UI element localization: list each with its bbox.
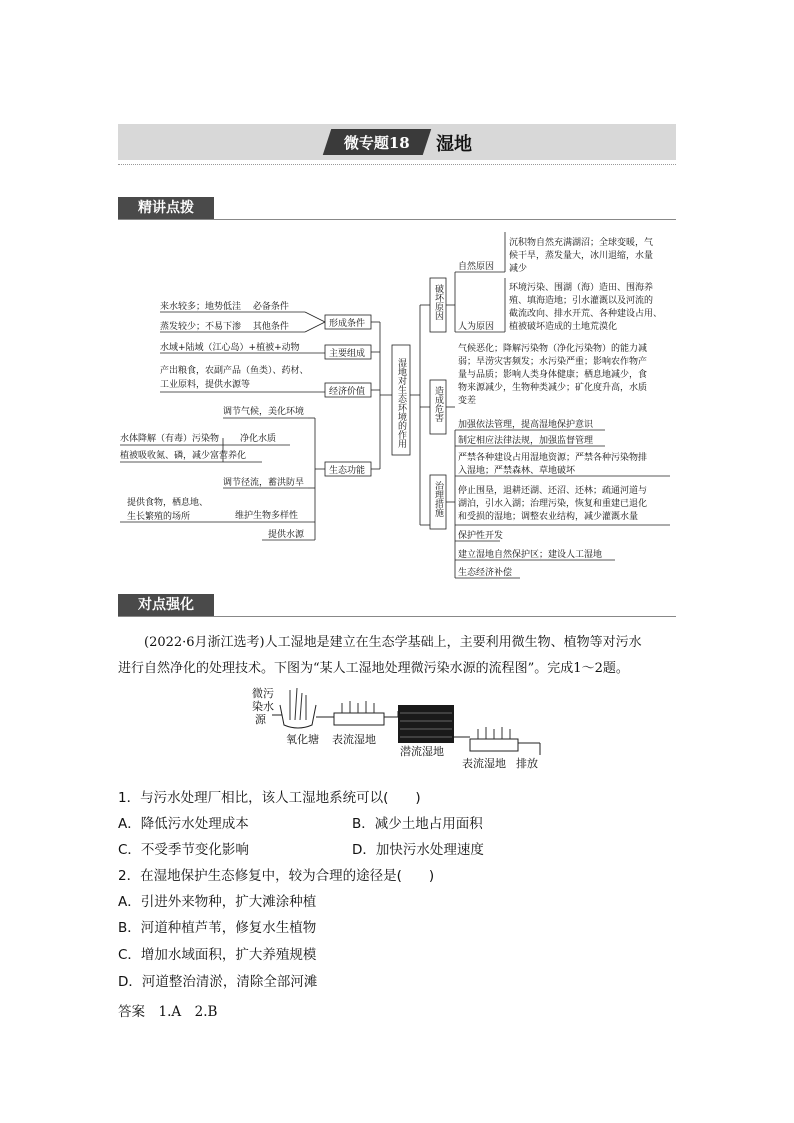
q1-option-c: C．不受季节变化影响	[118, 842, 249, 858]
renwei-text-4: 植被破坏造成的土地荒漠化	[509, 322, 618, 332]
shengtai-item-1: 调节气候，美化环境	[223, 407, 305, 417]
ziran-label: 自然原因	[458, 262, 495, 272]
q2-option-d: D．河道整治清淤，清除全部河滩	[118, 974, 318, 990]
question-2: 2．在湿地保护生态修复中，较为合理的途径是( )	[118, 868, 435, 884]
xingcheng-item-2: 蒸发较少；不易下渗 其他条件	[160, 322, 289, 332]
flow-source-3: 源	[255, 713, 266, 726]
renwei-label: 人为原因	[458, 322, 495, 332]
flow-discharge: 排放	[516, 757, 538, 770]
box-xingcheng: 形成条件	[329, 319, 366, 329]
flow-surface-wetland-1: 表流湿地	[332, 733, 376, 746]
xingcheng-item-1: 来水较多；地势低洼 必备条件	[160, 302, 289, 312]
flow-source-1: 微污	[252, 687, 274, 700]
weihai-text-4: 物来源减少，生物种类减少；矿化度升高，水质	[458, 383, 648, 393]
zhuyao-item: 水域+陆域（江心岛）+植被+动物	[160, 343, 300, 353]
weihai-text-5: 变差	[458, 396, 477, 406]
zhili-item-8: 保护性开发	[458, 531, 504, 541]
shengtai-item-3: 水体降解（有毒）污染物	[120, 434, 220, 444]
header-rule	[118, 160, 676, 165]
shengtai-item-2: 净化水质	[240, 434, 277, 444]
section-heading-2	[118, 594, 676, 616]
center-label: 湿地对生态环境的作用	[396, 358, 406, 448]
question-1: 1．与污水处理厂相比，该人工湿地系统可以( )	[118, 790, 421, 806]
box-zhili: 治理措施	[433, 481, 443, 517]
ziran-text-2: 候干旱，蒸发量大，冰川退缩，水量	[509, 251, 654, 261]
renwei-text-3: 截流改向、排水开荒、各种建设占用、	[509, 309, 663, 319]
q2-option-c: C．增加水域面积，扩大养殖规模	[118, 947, 317, 963]
zhili-item-6: 湖泊，引水入湖；治理污染，恢复和重建已退化	[458, 499, 648, 509]
section-heading-1	[118, 197, 676, 219]
box-pohuai: 破坏原因	[433, 284, 443, 320]
shengtai-item-9: 提供水源	[268, 530, 305, 540]
mind-map	[0, 225, 794, 585]
zhili-item-9: 建立湿地自然保护区；建设人工湿地	[458, 550, 603, 560]
shengtai-item-8: 生长繁殖的场所	[127, 512, 191, 522]
renwei-text-1: 环境污染、围湖（海）造田、围海养	[509, 283, 654, 293]
shengtai-item-4: 植被吸收氮、磷，减少富营养化	[120, 451, 247, 461]
zhili-item-4: 入湿地；严禁森林、草地破坏	[458, 466, 576, 476]
box-weihai: 造成危害	[433, 386, 443, 422]
jingji-item-1: 产出粮食，农副产品（鱼类）、药材、	[160, 366, 309, 376]
zhili-item-3: 严禁各种建设占用湿地资源；严禁各种污染物排	[458, 453, 648, 463]
zhili-item-7: 和受损的湿地；调整农业结构，减少灌溉水量	[458, 512, 639, 522]
q2-option-b: B．河道种植芦苇，修复水生植物	[118, 920, 317, 936]
q1-option-b: B．减少土地占用面积	[352, 816, 483, 832]
box-shengtai: 生态功能	[329, 466, 366, 476]
zhili-item-5: 停止围垦，退耕还湖、还沼、还林；疏通河道与	[458, 486, 648, 496]
box-zhuyao: 主要组成	[329, 349, 366, 359]
jingji-item-2: 工业原料，提供水源等	[160, 380, 251, 390]
zhili-item-10: 生态经济补偿	[458, 568, 513, 578]
ziran-text-1: 沉积物自然充满湖沼；全球变暖，气	[509, 238, 654, 248]
shengtai-item-6: 维护生物多样性	[235, 511, 299, 521]
renwei-text-2: 殖、填海造地；引水灌溉以及河流的	[509, 296, 654, 306]
q1-option-a: A．降低污水处理成本	[118, 816, 249, 832]
passage-line-1: (2022·6月浙江选考)人工湿地是建立在生态学基础上，主要利用微生物、植物等对污水	[144, 635, 642, 650]
weihai-text-2: 弱；旱涝灾害频发；水污染严重；影响农作物产	[458, 357, 648, 367]
q2-option-a: A．引进外来物种，扩大滩涂种植	[118, 894, 317, 910]
flow-diagram	[250, 685, 550, 775]
zhili-item-2: 制定相应法律法规，加强监督管理	[458, 436, 594, 446]
passage-line-2: 进行自然净化的处理技术。下图为“某人工湿地处理微污染水源的流程图”。完成1～2题。	[118, 661, 629, 676]
section-label: 精讲点拨	[118, 197, 214, 219]
ziran-text-3: 减少	[509, 264, 528, 274]
weihai-text-3: 量与品质；影响人类身体健康；栖息地减少，食	[458, 370, 648, 380]
flow-source-2: 染水	[252, 700, 274, 713]
flow-oxidation-pond: 氧化塘	[286, 733, 319, 746]
shengtai-item-5: 调节径流，蓄洪防旱	[223, 478, 305, 488]
section-label: 对点强化	[118, 594, 214, 616]
q1-option-d: D．加快污水处理速度	[352, 842, 484, 858]
flow-subsurface-wetland: 潜流湿地	[400, 745, 444, 758]
box-jingji: 经济价值	[329, 387, 366, 397]
shengtai-item-7: 提供食物，栖息地、	[127, 498, 209, 508]
topic-title: 湿地	[436, 134, 472, 155]
flow-surface-wetland-2: 表流湿地	[462, 757, 506, 770]
weihai-text-1: 气候恶化；降解污染物（净化污染物）的能力减	[458, 344, 648, 354]
zhili-item-1: 加强依法管理，提高湿地保护意识	[458, 420, 594, 430]
answer-line: 答案 1.A 2.B	[118, 1004, 218, 1020]
topic-number-tag: 微专题18	[323, 129, 431, 155]
